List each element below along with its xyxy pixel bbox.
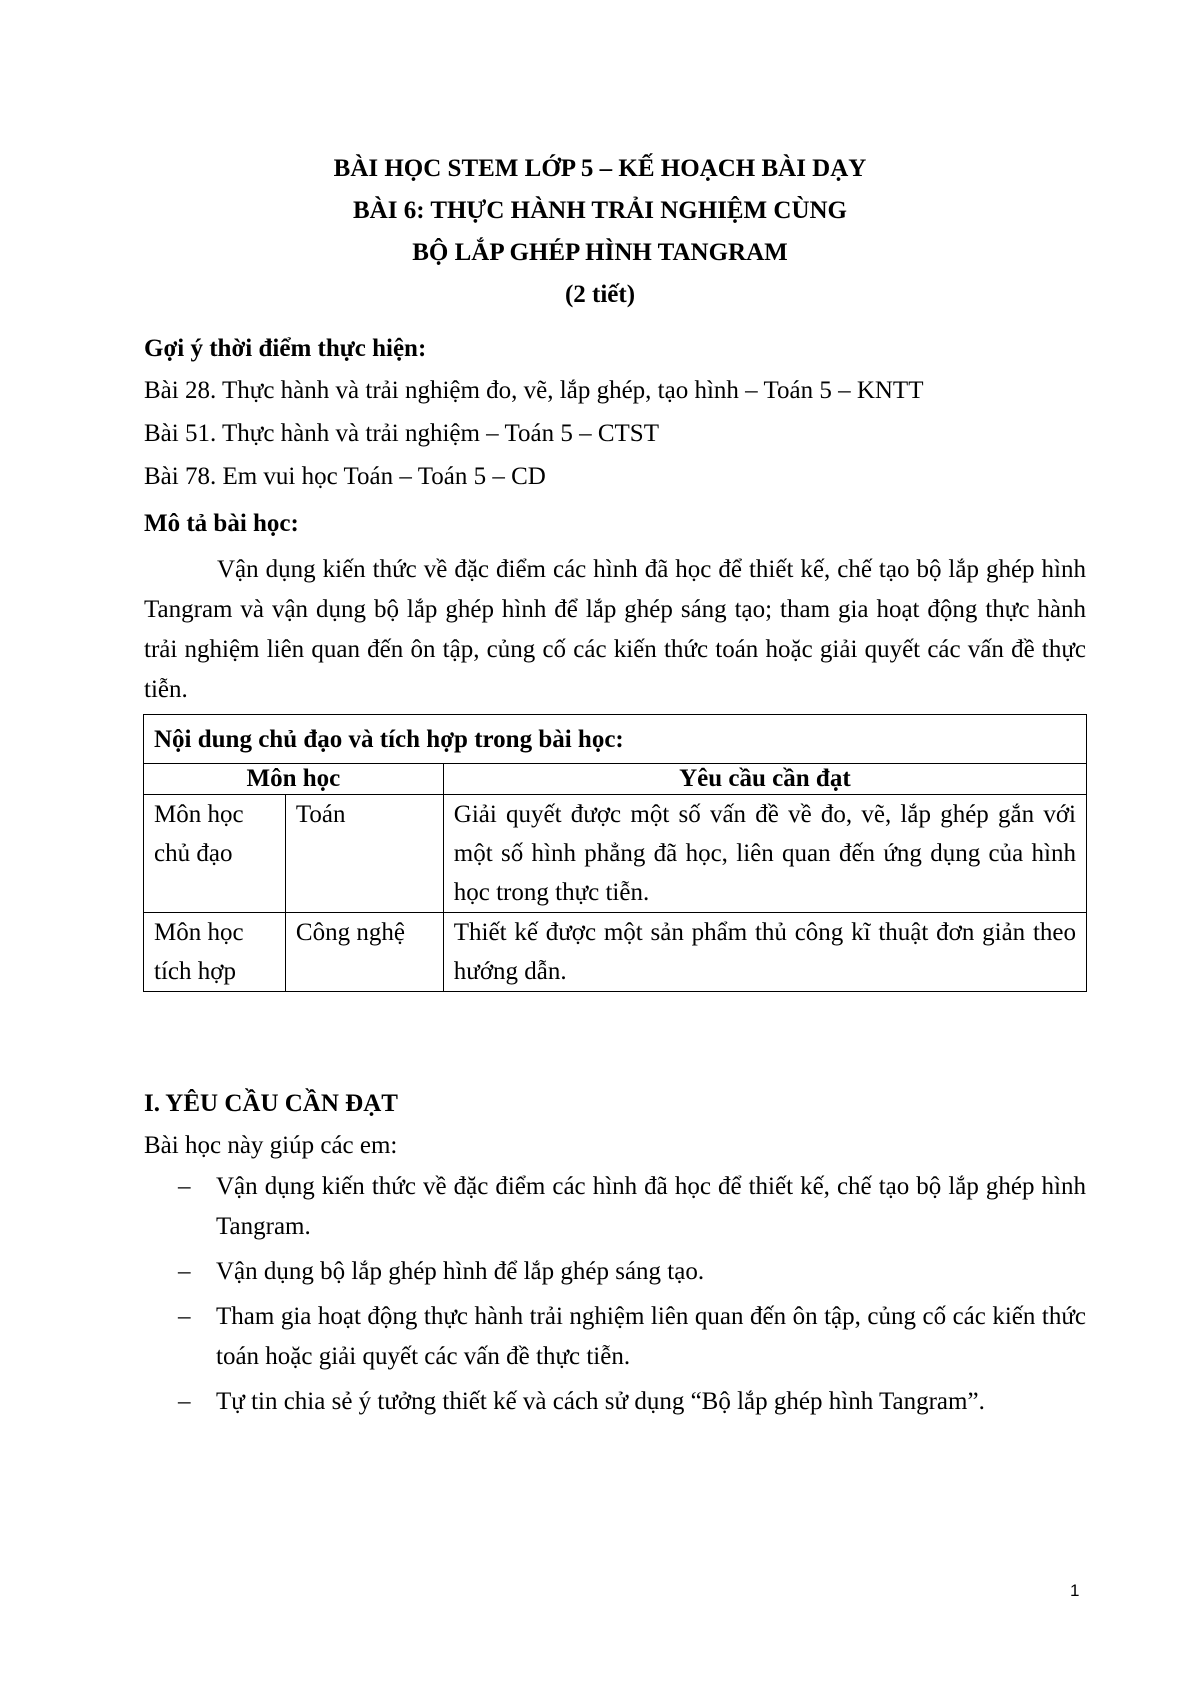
content-table (143, 714, 1087, 992)
subject-type-cell: Môn học tích hợp (144, 913, 286, 992)
suggestion-item: Bài 28. Thực hành và trải nghiệm đo, vẽ, lắp ghép, tạo hình – Toán 5 – KNTT (144, 377, 924, 404)
list-item (178, 1382, 1086, 1422)
dash-bullet: – (178, 1303, 191, 1330)
dash-bullet: – (178, 1173, 191, 1200)
list-item (178, 1252, 1086, 1292)
section-intro: Bài học này giúp các em: (144, 1132, 398, 1159)
subject-cell: Công nghệ (285, 913, 443, 992)
suggestion-heading: Gợi ý thời điểm thực hiện: (144, 335, 427, 362)
table-row (144, 795, 1087, 913)
subject-type-cell: Môn học chủ đạo (144, 795, 286, 913)
suggestion-item: Bài 78. Em vui học Toán – Toán 5 – CD (144, 463, 546, 490)
column-header-requirement: Yêu cầu cần đạt (443, 764, 1086, 795)
list-item-text: Vận dụng kiến thức về đặc điểm các hình đã học để thiết kế, chế tạo bộ lắp ghép hình Tangram. (216, 1173, 1086, 1240)
dash-bullet: – (178, 1258, 191, 1285)
description-heading: Mô tả bài học: (144, 510, 299, 537)
table-title-row (144, 715, 1087, 764)
list-item (178, 1167, 1086, 1247)
lesson-subtitle: BỘ LẮP GHÉP HÌNH TANGRAM (412, 239, 788, 266)
requirement-cell: Thiết kế được một sản phẩm thủ công kĩ thuật đơn giản theo hướng dẫn. (443, 913, 1086, 992)
column-header-subject: Môn học (144, 764, 444, 795)
section-heading: I. YÊU CẦU CẦN ĐẠT (144, 1090, 398, 1117)
requirement-cell: Giải quyết được một số vấn đề về đo, vẽ, lắp ghép gắn với một số hình phẳng đã học, liên quan đến ứng dụng của hình học trong thực tiễn. (443, 795, 1086, 913)
lesson-title: BÀI 6: THỰC HÀNH TRẢI NGHIỆM CÙNG (352, 197, 848, 224)
suggestion-item: Bài 51. Thực hành và trải nghiệm – Toán 5 – CTST (144, 420, 659, 447)
list-item-text: Tham gia hoạt động thực hành trải nghiệm liên quan đến ôn tập, củng cố các kiến thức toán hoặc giải quyết các vấn đề thực tiễn. (216, 1303, 1086, 1370)
table-title: Nội dung chủ đạo và tích hợp trong bài học: (144, 715, 1087, 764)
subject-cell: Toán (285, 795, 443, 913)
list-item (178, 1297, 1086, 1377)
page-number: 1 (1070, 1581, 1080, 1600)
lesson-duration: (2 tiết) (564, 281, 636, 308)
description-text: Vận dụng kiến thức về đặc điểm các hình đã học để thiết kế, chế tạo bộ lắp ghép hình Tangram và vận dụng bộ lắp ghép hình để lắp ghép sáng tạo; tham gia hoạt động thực hành trải nghiệm liên quan đến ôn tập, củng cố các kiến thức toán hoặc giải quyết các vấn đề thực tiễn. (144, 556, 1086, 703)
list-item-text: Tự tin chia sẻ ý tưởng thiết kế và cách sử dụng “Bộ lắp ghép hình Tangram”. (216, 1388, 985, 1415)
table-header-row (144, 764, 1087, 795)
list-item-text: Vận dụng bộ lắp ghép hình để lắp ghép sáng tạo. (216, 1258, 705, 1285)
dash-bullet: – (178, 1388, 191, 1415)
table-row (144, 913, 1087, 992)
document-title: BÀI HỌC STEM LỚP 5 – KẾ HOẠCH BÀI DẠY (333, 155, 867, 182)
